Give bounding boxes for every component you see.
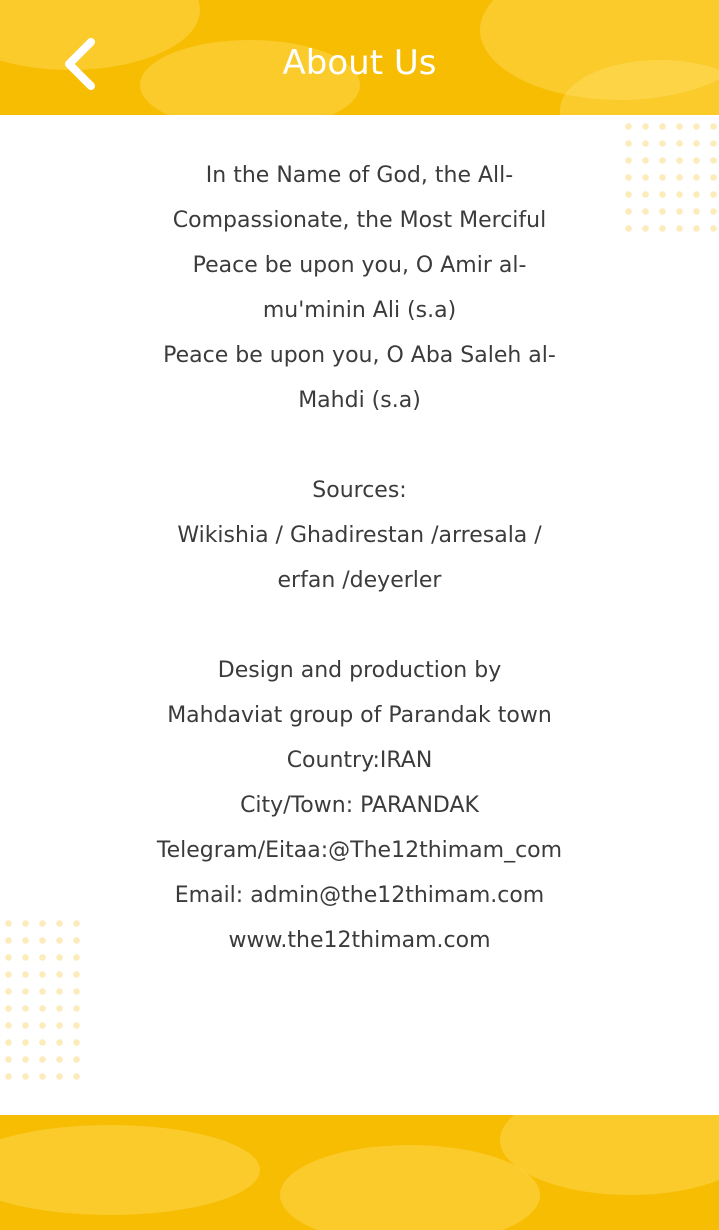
app-header — [0, 0, 719, 115]
sources-heading: Sources: — [312, 478, 407, 503]
footer-decor-blob — [280, 1145, 540, 1230]
section-gap — [130, 603, 589, 648]
greeting-line: Peace be upon you, O Aba Saleh al- — [163, 343, 556, 368]
greeting-line: Mahdi (s.a) — [298, 388, 421, 413]
credits-telegram: Telegram/Eitaa:@The12thimam_com — [156, 838, 563, 863]
sources-line: erfan /deyerler — [277, 568, 442, 593]
greeting-line: mu'minin Ali (s.a) — [262, 298, 457, 323]
app-footer — [0, 1115, 719, 1230]
credits-city: City/Town: PARANDAK — [240, 793, 479, 818]
greeting-line: In the Name of God, the All- — [205, 163, 514, 188]
greeting-line: Compassionate, the Most Merciful — [172, 208, 547, 233]
footer-decor-blob — [0, 1125, 260, 1215]
dots-decor-bottom-left — [0, 915, 90, 1085]
about-content — [130, 153, 589, 963]
greeting-line: Peace be upon you, O Amir al- — [192, 253, 527, 278]
dots-decor-top-right — [620, 118, 719, 238]
page-title: About Us — [282, 43, 437, 83]
credits-country: Country:IRAN — [286, 748, 433, 773]
credits-line: Mahdaviat group of Parandak town — [167, 703, 552, 728]
sources-line: Wikishia / Ghadirestan /arresala / — [177, 523, 542, 548]
credits-email: Email: admin@the12thimam.com — [174, 883, 545, 908]
credits-line: Design and production by — [217, 658, 502, 683]
section-gap — [130, 423, 589, 468]
credits-website: www.the12thimam.com — [228, 928, 491, 953]
